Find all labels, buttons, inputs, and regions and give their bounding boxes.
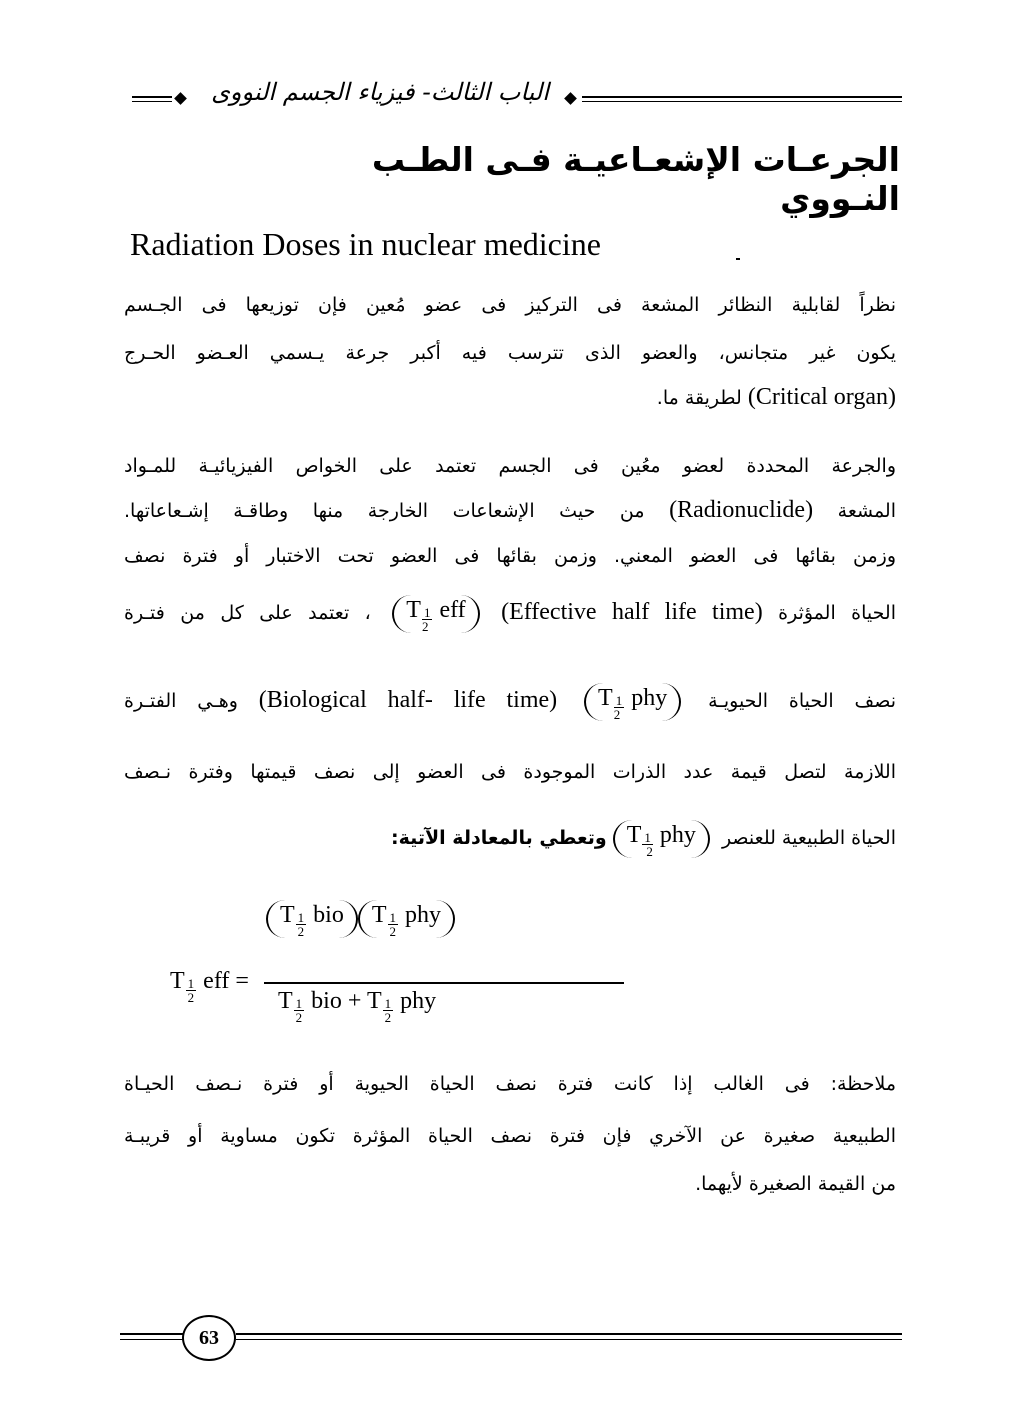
paragraph-line: الطبيعية صغيرة عن الآخري فإن فترة نصف الحياة المؤثرة تكون مساوية أو قريبـة xyxy=(124,1125,896,1147)
symbol-t: T xyxy=(598,684,613,711)
symbol-eff: eff xyxy=(203,968,230,994)
fraction-denominator: 2 xyxy=(613,706,621,722)
paragraph-line: نظراً لقابلية النظائر المشعة فى التركيز فى عضو مُعين فإن توزيعها فى الجـسم xyxy=(124,294,896,316)
plus-sign: + xyxy=(347,988,362,1014)
fraction-numerator: 1 xyxy=(644,829,651,845)
fraction-denominator: 2 xyxy=(384,1010,392,1025)
header-diamond-icon xyxy=(174,92,187,105)
stray-dot xyxy=(736,258,740,260)
term-effective-half-life: (Effective half life time) xyxy=(501,599,763,625)
symbol-t: T xyxy=(371,902,387,928)
header-rule-right-thin xyxy=(582,101,902,102)
fraction-denominator: 2 xyxy=(295,1010,303,1025)
footer-rule-left xyxy=(120,1333,184,1335)
fraction-numerator: 1 xyxy=(423,604,431,620)
paragraph-line xyxy=(124,818,896,858)
paragraph-line xyxy=(124,377,896,417)
paragraph-line xyxy=(124,490,896,530)
paragraph-line xyxy=(124,680,896,720)
header-rule-left xyxy=(132,96,172,98)
fraction-numerator: 1 xyxy=(389,910,397,925)
header-rule-right xyxy=(582,96,902,98)
footer-rule-right xyxy=(236,1333,902,1335)
symbol-t: T xyxy=(170,968,185,994)
symbol-bio: bio xyxy=(313,902,344,928)
section-title-arabic: الجرعـات الإشعـاعيـة فـى الطـب النـووي xyxy=(371,140,900,218)
paragraph-line: والجرعة المحددة لعضو معُين فى الجسم تعتمد على الخواص الفيزيائيـة للمـواد xyxy=(124,455,896,477)
running-head: الباب الثالث- فيزياء الجسم النووى xyxy=(211,78,549,106)
half-fraction xyxy=(388,911,399,938)
fraction-denominator: 2 xyxy=(389,924,397,939)
paragraph-text: من حيث الإشعاعات الخارجة منها وطاقـة إشـعاعاتها. xyxy=(124,500,645,522)
fraction-numerator: 1 xyxy=(187,976,195,991)
paragraph-text: لطريقة ما. xyxy=(656,387,742,409)
symbol-t-half-phy xyxy=(358,900,455,938)
symbol-t: T xyxy=(280,902,295,928)
paragraph-text-bold: وتعطي بالمعادلة الآتية: xyxy=(391,827,607,849)
fraction-denominator: 2 xyxy=(646,843,653,859)
footer-rule-right-thin xyxy=(236,1339,902,1340)
fraction-denominator: 2 xyxy=(187,990,195,1005)
paragraph-line: ملاحظة: فى الغالب إذا كانت فترة نصف الحياة الحيوية أو فترة نـصف الحيـاة xyxy=(124,1073,896,1095)
half-fraction xyxy=(186,977,197,1004)
paragraph-text: ، تعتمد على كل من فتـرة xyxy=(124,602,371,624)
symbol-phy: phy xyxy=(405,902,442,928)
half-fraction xyxy=(296,911,307,938)
symbol-t: T xyxy=(626,821,642,848)
fraction-denominator: 2 xyxy=(297,924,305,939)
term-radionuclide: (Radionuclide) xyxy=(669,497,814,523)
header-diamond-icon xyxy=(564,92,577,105)
fraction-numerator: 1 xyxy=(615,692,623,708)
page-number: 63 xyxy=(182,1315,236,1361)
symbol-t-half-phy xyxy=(613,820,710,858)
paragraph-line: وزمن بقائها فى العضو المعني. وزمن بقائها فى العضو تحت الاختبار أو فترة نصف xyxy=(124,545,896,567)
symbol-bio: bio xyxy=(311,988,342,1014)
symbol-t-half-bio xyxy=(266,900,358,938)
fraction-numerator: 1 xyxy=(384,996,392,1011)
term-critical-organ: (Critical organ) xyxy=(747,384,896,410)
footer-rule-left-thin xyxy=(120,1339,184,1340)
fraction-denominator: 2 xyxy=(421,618,429,634)
symbol-t: T xyxy=(278,988,293,1014)
symbol-phy: phy xyxy=(400,988,437,1014)
symbol-phy: phy xyxy=(659,821,696,848)
section-title-english: Radiation Doses in nuclear medicine xyxy=(130,226,601,262)
term-biological-half-life: (Biological half- life time) xyxy=(258,687,558,713)
paragraph-line xyxy=(124,592,896,632)
equals-sign: = xyxy=(235,968,249,994)
half-fraction xyxy=(294,997,305,1024)
paragraph-text: وهـي الفتـرة xyxy=(124,690,238,712)
half-fraction xyxy=(614,694,625,721)
fraction-bar xyxy=(264,982,624,984)
paragraph-line: اللازمة لتصل قيمة عدد الذرات الموجودة فى العضو إلى نصف قيمتها وفترة نـصف xyxy=(124,761,896,783)
formula-lhs xyxy=(170,968,249,1004)
fraction-numerator: 1 xyxy=(297,910,305,925)
half-fraction xyxy=(642,831,653,858)
paragraph-text: الحياة المؤثرة xyxy=(778,602,896,624)
symbol-t-half-phy xyxy=(584,683,681,721)
paragraph-line: يكون غير متجانس، والعضو الذى تترسب فيه أكبر جرعة يـسمي العـضو الحـرج xyxy=(124,342,896,364)
half-fraction xyxy=(383,997,394,1024)
paragraph-text: المشعة xyxy=(837,500,896,522)
symbol-t: T xyxy=(406,596,421,623)
formula-numerator xyxy=(266,900,455,938)
symbol-phy: phy xyxy=(631,684,668,711)
paragraph-line: من القيمة الصغيرة لأيهما. xyxy=(695,1173,896,1195)
paragraph-text: نصف الحياة الحيويـة xyxy=(708,690,896,712)
paragraph-text: الحياة الطبيعية للعنصر xyxy=(721,827,896,849)
symbol-t-half-eff xyxy=(392,595,479,633)
half-fraction xyxy=(422,606,433,633)
symbol-t: T xyxy=(366,988,382,1014)
symbol-eff: eff xyxy=(439,596,466,623)
formula-denominator xyxy=(278,988,436,1024)
header-rule-left-thin xyxy=(132,101,172,102)
fraction-numerator: 1 xyxy=(295,996,303,1011)
